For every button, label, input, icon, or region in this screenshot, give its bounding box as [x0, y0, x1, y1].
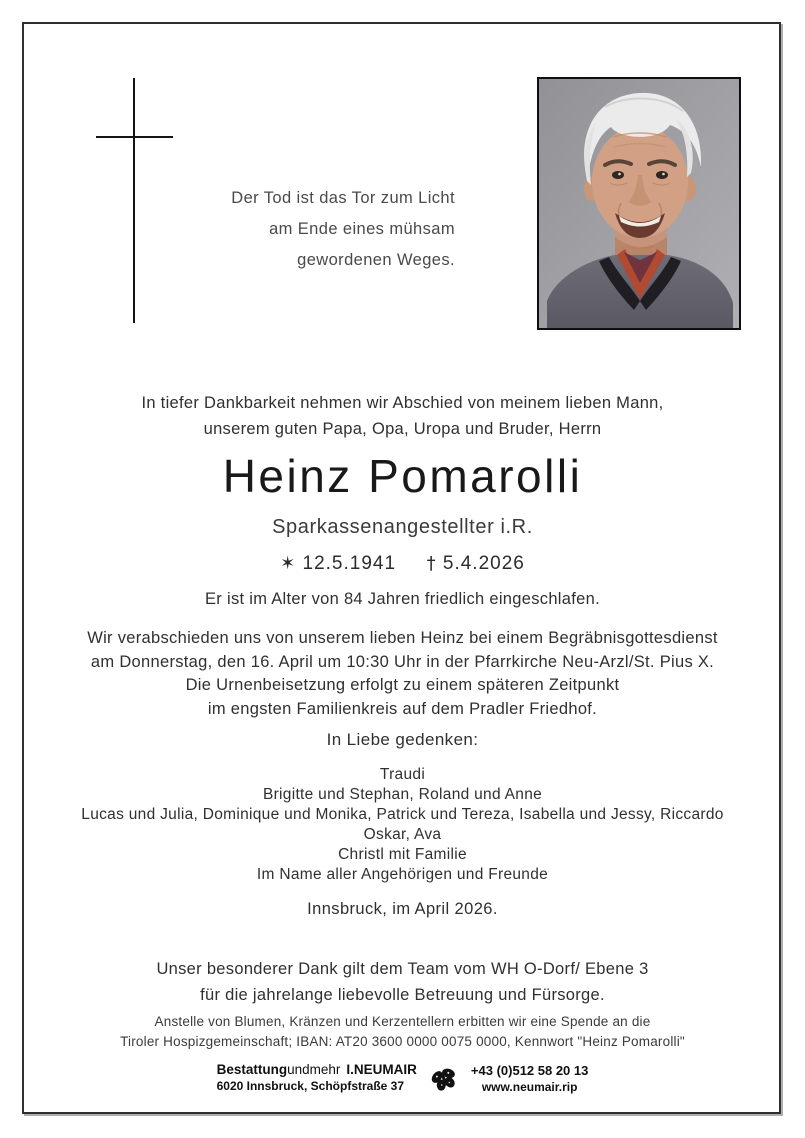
place-and-date: Innsbruck, im April 2026. [307, 900, 498, 918]
quote-line: gewordenen Weges. [297, 251, 455, 269]
deceased-name: Heinz Pomarolli [222, 450, 583, 502]
donation-line: Tiroler Hospizgemeinschaft; IBAN: AT20 3600 0000 0075 0000, Kennwort "Heinz Pomarolli" [120, 1033, 685, 1049]
cross-horizontal-bar [96, 136, 173, 138]
life-dates [30, 553, 775, 575]
mourner-line: Brigitte und Stephan, Roland und Anne [262, 786, 543, 803]
donation-line: Anstelle von Blumen, Kränzen und Kerzentellern erbitten wir eine Spende an die [154, 1014, 651, 1029]
website-url: www.neumair.rip [481, 1080, 578, 1094]
quote-line: am Ende eines mühsam [269, 220, 455, 238]
phone-number: +43 (0)512 58 20 13 [470, 1063, 589, 1078]
mourner-line: Traudi [379, 766, 426, 783]
death-cross-icon: † [426, 553, 437, 574]
mourner-line: Oskar, Ava [363, 826, 442, 843]
mourner-line: Im Name aller Angehörigen und Freunde [256, 866, 549, 883]
remembrance-heading: In Liebe gedenken: [326, 730, 479, 749]
birth-date: 12.5.1941 [302, 553, 397, 574]
death-date: 5.4.2026 [442, 553, 525, 574]
thanks-line: Unser besonderer Dank gilt dem Team vom WH O-Dorf/ Ebene 3 [156, 960, 649, 978]
funeral-home-footer [0, 1062, 805, 1095]
quote-line: Der Tod ist das Tor zum Licht [231, 189, 455, 207]
service-line: Wir verabschieden uns von unserem lieben Heinz bei einem Begräbnisgottesdienst [87, 629, 718, 647]
intro-line: In tiefer Dankbarkeit nehmen wir Abschied von meinem lieben Mann, [141, 394, 664, 412]
mourner-line: Christl mit Familie [338, 846, 467, 863]
cross-vertical-bar [133, 78, 135, 323]
memorial-quote [231, 183, 455, 276]
intro-line: unserem guten Papa, Opa, Uropa und Bruder, Herrn [203, 420, 602, 438]
portrait-photo [537, 77, 741, 330]
portrait-illustration [539, 79, 739, 328]
birth-star-icon: ✶ [280, 553, 297, 574]
service-line: am Donnerstag, den 16. April um 10:30 Uhr in der Pfarrkirche Neu-Arzl/St. Pius X. [90, 652, 715, 671]
funeral-home-info [217, 1062, 417, 1094]
service-line: Die Urnenbeisetzung erfolgt zu einem späteren Zeitpunkt [185, 676, 620, 694]
service-line: im engsten Familienkreis auf dem Pradler Friedhof. [207, 699, 598, 718]
company-part-bold: Bestattung [216, 1062, 288, 1077]
donation-request [30, 1012, 775, 1051]
mourners-list [30, 765, 775, 885]
thanks-line: für die jahrelange liebevolle Betreuung und Fürsorge. [200, 986, 605, 1004]
thanks-text [30, 956, 775, 1008]
company-owner: I.NEUMAIR [346, 1062, 417, 1077]
funeral-home-name [217, 1062, 417, 1078]
mourner-line: Lucas und Julia, Dominique und Monika, Patrick und Tereza, Isabella und Jessy, Riccardo [81, 806, 724, 823]
funeral-home-address: 6020 Innsbruck, Schöpfstraße 37 [216, 1079, 405, 1093]
service-announcement [30, 627, 775, 721]
butterfly-icon [429, 1064, 459, 1094]
deceased-profession: Sparkassenangestellter i.R. [272, 516, 533, 538]
intro-text [30, 390, 775, 442]
funeral-home-contact [471, 1062, 588, 1095]
company-part-light: undmehr [287, 1062, 341, 1077]
age-line: Er ist im Alter von 84 Jahren friedlich eingeschlafen. [205, 590, 600, 608]
